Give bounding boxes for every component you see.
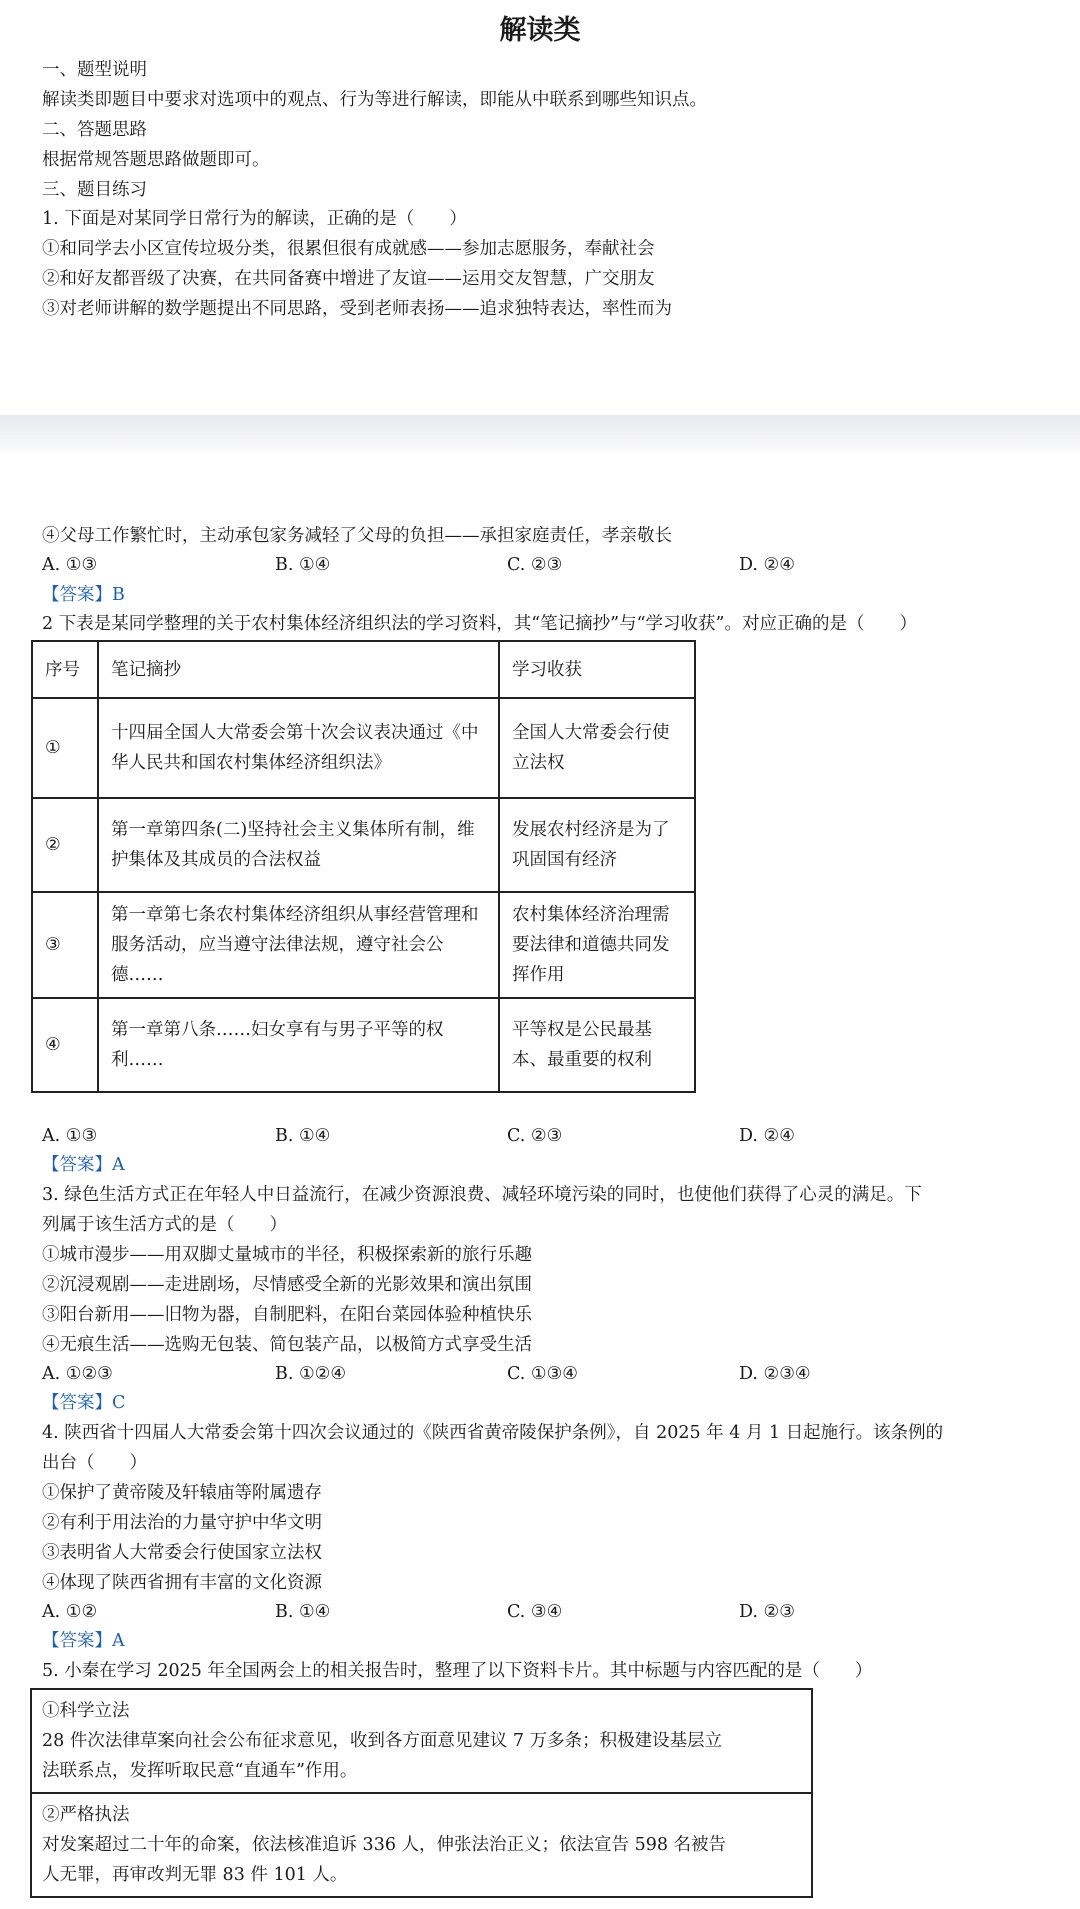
q1-option-c: C. ②③ [507, 555, 563, 575]
q4-option-a: A. ①② [42, 1602, 98, 1622]
q1-option-a: A. ①③ [42, 555, 98, 575]
q1-option-b: B. ①④ [275, 555, 331, 575]
q5-card-title: ②严格执法 [42, 1805, 130, 1825]
q2-answer [42, 1153, 125, 1177]
q3-answer-text: 【答案】C [42, 1393, 126, 1413]
q1-item-4: ④父母工作繁忙时，主动承包家务减轻了父母的负担——承担家庭责任，孝亲敬长 [42, 526, 672, 546]
q1-options [42, 553, 1042, 577]
q3-item-4: ④无痕生活——选购无包装、简包装产品，以极简方式享受生活 [42, 1335, 532, 1355]
q4-item-3: ③表明省人大常委会行使国家立法权 [42, 1543, 322, 1563]
q2-table [31, 640, 696, 1093]
page-break [0, 415, 1080, 453]
q1-answer-text: 【答案】B [42, 585, 125, 605]
q3-item-3: ③阳台新用——旧物为器，自制肥料，在阳台菜园体验种植快乐 [42, 1305, 532, 1325]
q5-card [32, 1792, 811, 1896]
q5-card-list [30, 1688, 813, 1898]
q4-item-4: ④体现了陕西省拥有丰富的文化资源 [42, 1573, 322, 1593]
q1-stem: 1. 下面是对某同学日常行为的解读，正确的是（ ） [42, 209, 467, 229]
q4-item-2: ②有利于用法治的力量守护中华文明 [42, 1513, 322, 1533]
q4-stem-line2: 出台（ ） [42, 1453, 147, 1473]
q1-item-3: ③对老师讲解的数学题提出不同思路，受到老师表扬——追求独特表达，率性而为 [42, 299, 672, 319]
q3-option-a: A. ①②③ [42, 1364, 113, 1384]
q1-option-d: D. ②④ [739, 555, 795, 575]
q2-option-c: C. ②③ [507, 1126, 563, 1146]
table-cell-gain: 全国人大常委会行使立法权 [499, 698, 695, 798]
heading-approach: 二、答题思路 [42, 120, 147, 140]
q3-options [42, 1362, 1042, 1386]
q3-stem-line2: 列属于该生活方式的是（ ） [42, 1215, 287, 1235]
q4-options [42, 1600, 1042, 1624]
q5-card [32, 1690, 811, 1792]
table-cell-gain: 农村集体经济治理需要法律和道德共同发挥作用 [499, 892, 695, 998]
table-header-row [32, 641, 695, 698]
table-cell-no: ② [32, 798, 98, 892]
q2-option-a: A. ①③ [42, 1126, 98, 1146]
table-cell-note: 十四届全国人大常委会第十次会议表决通过《中华人民共和国农村集体经济组织法》 [98, 698, 499, 798]
table-row [32, 892, 695, 998]
q3-stem-line1: 3. 绿色生活方式正在年轻人中日益流行，在减少资源浪费、减轻环境污染的同时，也使他们获得了心灵的满足。下 [42, 1185, 922, 1205]
table-row [32, 798, 695, 892]
q4-item-1: ①保护了黄帝陵及轩辕庙等附属遗存 [42, 1483, 322, 1503]
table-row [32, 998, 695, 1092]
q5-card-line: 法联系点，发挥听取民意“直通车”作用。 [42, 1761, 358, 1781]
q4-answer-text: 【答案】A [42, 1631, 125, 1651]
q3-option-c: C. ①③④ [507, 1364, 578, 1384]
q5-card-line: 对发案超过二十年的命案，依法核准追诉 336 人，伸张法治正义；依法宣告 598 名被告 [42, 1835, 727, 1855]
q4-answer [42, 1629, 125, 1653]
table-header-no: 序号 [32, 641, 98, 698]
table-header-gain: 学习收获 [499, 641, 695, 698]
table-cell-no: ③ [32, 892, 98, 998]
page-title: 解读类 [499, 15, 581, 46]
table-cell-gain: 发展农村经济是为了巩固国有经济 [499, 798, 695, 892]
heading-question-type: 一、题型说明 [42, 60, 147, 80]
q3-option-d: D. ②③④ [739, 1364, 811, 1384]
page-section-1 [0, 0, 1080, 420]
q4-stem-line1: 4. 陕西省十四届人大常委会第十四次会议通过的《陕西省黄帝陵保护条例》，自 2025 年 4 月 1 日起施行。该条例的 [42, 1423, 944, 1443]
q5-card-title: ①科学立法 [42, 1701, 130, 1721]
q5-stem: 5. 小秦在学习 2025 年全国两会上的相关报告时，整理了以下资料卡片。其中标题与内容匹配的是（ ） [42, 1661, 873, 1681]
q2-stem: 2 下表是某同学整理的关于农村集体经济组织法的学习资料，其“笔记摘抄”与“学习收获”。对应正确的是（ ） [42, 614, 917, 634]
q2-answer-text: 【答案】A [42, 1155, 125, 1175]
table-cell-note: 第一章第四条(二)坚持社会主义集体所有制，维护集体及其成员的合法权益 [98, 798, 499, 892]
paragraph-question-type: 解读类即题目中要求对选项中的观点、行为等进行解读，即能从中联系到哪些知识点。 [42, 90, 707, 110]
paragraph-approach: 根据常规答题思路做题即可。 [42, 150, 270, 170]
q1-item-2: ②和好友都晋级了决赛，在共同备赛中增进了友谊——运用交友智慧，广交朋友 [42, 269, 655, 289]
q5-card-line: 28 件次法律草案向社会公布征求意见，收到各方面意见建议 7 万多条；积极建设基层立 [42, 1731, 723, 1751]
table-row [32, 698, 695, 798]
q1-answer [42, 583, 125, 607]
table-cell-note: 第一章第七条农村集体经济组织从事经营管理和服务活动，应当遵守法律法规，遵守社会公德…… [98, 892, 499, 998]
q4-option-d: D. ②③ [739, 1602, 795, 1622]
table-cell-no: ① [32, 698, 98, 798]
q1-item-1: ①和同学去小区宣传垃圾分类，很累但很有成就感——参加志愿服务，奉献社会 [42, 239, 655, 259]
q3-option-b: B. ①②④ [275, 1364, 347, 1384]
heading-practice: 三、题目练习 [42, 180, 147, 200]
q5-card-line: 人无罪，再审改判无罪 83 件 101 人。 [42, 1865, 348, 1885]
table-header-note: 笔记摘抄 [98, 641, 499, 698]
table-cell-gain: 平等权是公民最基本、最重要的权利 [499, 998, 695, 1092]
q4-option-b: B. ①④ [275, 1602, 331, 1622]
q2-options [42, 1124, 1042, 1148]
q4-option-c: C. ③④ [507, 1602, 563, 1622]
q2-option-d: D. ②④ [739, 1126, 795, 1146]
q3-item-2: ②沉浸观剧——走进剧场，尽情感受全新的光影效果和演出氛围 [42, 1275, 532, 1295]
q2-option-b: B. ①④ [275, 1126, 331, 1146]
table-cell-no: ④ [32, 998, 98, 1092]
q3-item-1: ①城市漫步——用双脚丈量城市的半径，积极探索新的旅行乐趣 [42, 1245, 532, 1265]
table-cell-note: 第一章第八条……妇女享有与男子平等的权利…… [98, 998, 499, 1092]
q3-answer [42, 1391, 125, 1415]
